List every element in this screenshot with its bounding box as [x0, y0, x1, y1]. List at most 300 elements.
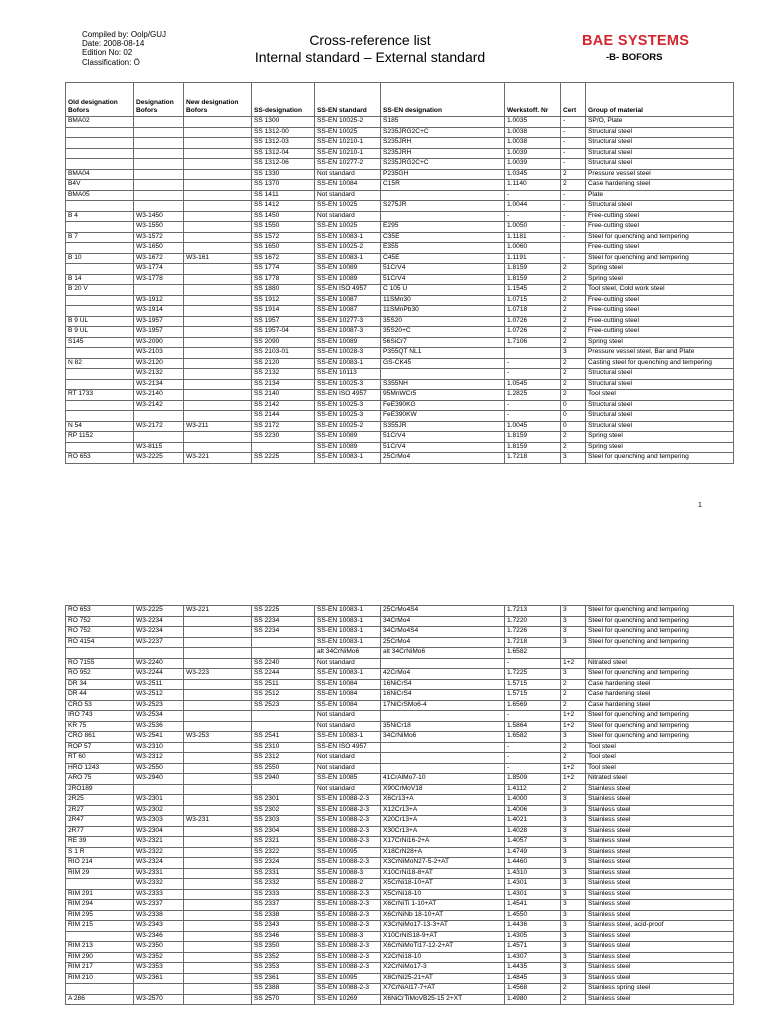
cell-designation: W3-2301	[134, 795, 184, 806]
cell-werkstoff-nr: 1.7218	[505, 637, 561, 648]
table-row	[66, 616, 734, 627]
cell-ss-en-designation: X3CrNiMo17-13-3+AT	[381, 921, 505, 932]
cell-designation	[134, 984, 184, 995]
cell-werkstoff-nr: 1.1191	[505, 253, 561, 264]
cell-group-of-material: Stainless steel	[586, 910, 734, 921]
cell-group-of-material: Stainless steel	[586, 868, 734, 879]
table-row	[66, 264, 734, 275]
header-werkstoff: Werkstoff. Nr	[505, 83, 561, 117]
table-row	[66, 690, 734, 701]
cell-old-designation: RT 60	[66, 753, 134, 764]
cell-ss-en-designation	[381, 763, 505, 774]
logo-bae-systems: BAE SYSTEMS	[582, 33, 690, 49]
table-row	[66, 159, 734, 170]
cell-werkstoff-nr: 1.8509	[505, 774, 561, 785]
table-row	[66, 180, 734, 191]
cell-designation: W3-2534	[134, 711, 184, 722]
cell-designation: W3-2302	[134, 805, 184, 816]
page-number: 1	[698, 502, 702, 509]
cell-cert: 0	[561, 411, 586, 422]
cell-ss-designation: SS 1914	[252, 306, 315, 317]
cell-ss-designation: SS 2332	[252, 879, 315, 890]
cell-new-designation	[184, 637, 252, 648]
cell-ss-designation: SS 2132	[252, 369, 315, 380]
cell-ss-en-standard: SS-EN 10083-1	[315, 606, 381, 617]
cell-cert: 3	[561, 826, 586, 837]
cell-new-designation	[184, 984, 252, 995]
cell-ss-designation: SS 2234	[252, 616, 315, 627]
cell-designation: W3-2234	[134, 616, 184, 627]
cell-new-designation	[184, 973, 252, 984]
cell-cert: -	[561, 190, 586, 201]
cell-old-designation: RIM 215	[66, 921, 134, 932]
cell-cert: -	[561, 232, 586, 243]
cell-ss-en-designation	[381, 711, 505, 722]
cell-new-designation	[184, 700, 252, 711]
cell-new-designation	[184, 190, 252, 201]
table-row	[66, 274, 734, 285]
cell-ss-en-standard: SS-EN ISO 4957	[315, 390, 381, 401]
cell-ss-en-standard: Not standard	[315, 169, 381, 180]
cell-ss-designation: SS 2388	[252, 984, 315, 995]
cell-ss-en-standard: SS-EN 10277-2	[315, 159, 381, 170]
cell-cert: -	[561, 138, 586, 149]
cell-designation: W3-1957	[134, 327, 184, 338]
cell-group-of-material: Tool steel	[586, 742, 734, 753]
cell-group-of-material: Structural steel	[586, 127, 734, 138]
cell-designation: W3-1550	[134, 222, 184, 233]
cell-old-designation: B 14	[66, 274, 134, 285]
cell-group-of-material: Structural steel	[586, 159, 734, 170]
cell-werkstoff-nr: 1.0545	[505, 379, 561, 390]
cell-werkstoff-nr: 1.4000	[505, 795, 561, 806]
cell-ss-designation: SS 2333	[252, 889, 315, 900]
cell-designation: W3-2333	[134, 889, 184, 900]
cell-group-of-material: Stainless steel	[586, 784, 734, 795]
cell-ss-en-designation: X17CrNi16-2+A	[381, 837, 505, 848]
cell-old-designation	[66, 931, 134, 942]
cell-ss-designation: SS 2353	[252, 963, 315, 974]
edition: Edition No: 02	[82, 48, 133, 58]
cell-werkstoff-nr: 1.4112	[505, 784, 561, 795]
cell-ss-en-standard: SS-EN 10025-2	[315, 117, 381, 128]
cell-werkstoff-nr: 1.4006	[505, 805, 561, 816]
cell-designation: W3-1778	[134, 274, 184, 285]
cell-group-of-material: Spring steel	[586, 274, 734, 285]
cell-ss-en-designation: X5CrNi18-10+AT	[381, 879, 505, 890]
cell-werkstoff-nr: 1.5715	[505, 690, 561, 701]
cell-cert: 1+2	[561, 711, 586, 722]
cell-werkstoff-nr: -	[505, 711, 561, 722]
cell-werkstoff-nr: 1.0044	[505, 201, 561, 212]
cell-group-of-material: Tool steel	[586, 753, 734, 764]
cell-cert: 2	[561, 679, 586, 690]
cell-ss-designation	[252, 637, 315, 648]
cell-designation: W3-1774	[134, 264, 184, 275]
cell-ss-en-designation: X8CrNi25-21+AT	[381, 973, 505, 984]
cell-group-of-material: Steel for quenching and tempering	[586, 721, 734, 732]
cell-old-designation: 2R47	[66, 816, 134, 827]
table-row	[66, 190, 734, 201]
cell-designation	[134, 285, 184, 296]
cell-ss-en-standard: SS-EN 10113	[315, 369, 381, 380]
cell-ss-en-designation: 34CrNiMo6	[381, 732, 505, 743]
cell-new-designation	[184, 679, 252, 690]
cell-cert: -	[561, 127, 586, 138]
cell-werkstoff-nr: 1.4435	[505, 963, 561, 974]
cell-ss-en-standard: SS-EN 10088-2-3	[315, 805, 381, 816]
cell-ss-designation: SS 1880	[252, 285, 315, 296]
cell-new-designation	[184, 826, 252, 837]
cell-ss-designation: SS 2234	[252, 627, 315, 638]
cell-old-designation	[66, 243, 134, 254]
cell-ss-en-standard: SS-EN 10088-2-3	[315, 942, 381, 953]
cell-group-of-material: Structural steel	[586, 400, 734, 411]
cell-designation: W3-2244	[134, 669, 184, 680]
cell-cert: 2	[561, 390, 586, 401]
cell-werkstoff-nr: 1.4310	[505, 868, 561, 879]
cell-ss-en-designation: 95MnWCr5	[381, 390, 505, 401]
cell-cert: 3	[561, 931, 586, 942]
cell-cert: -	[561, 159, 586, 170]
cell-ss-en-designation: 11SMn30	[381, 295, 505, 306]
cell-designation: W3-1672	[134, 253, 184, 264]
cell-ss-en-standard: SS-EN 10088-2-3	[315, 963, 381, 974]
cell-ss-en-designation: X6Cr13+A	[381, 795, 505, 806]
cell-designation: W3-8115	[134, 442, 184, 453]
cell-ss-designation: SS 2134	[252, 379, 315, 390]
cell-ss-designation: SS 2312	[252, 753, 315, 764]
cell-ss-designation: SS 1330	[252, 169, 315, 180]
cell-cert: 2	[561, 180, 586, 191]
table-row	[66, 910, 734, 921]
cell-werkstoff-nr: 1.4845	[505, 973, 561, 984]
cell-group-of-material: Steel for quenching and tempering	[586, 711, 734, 722]
cell-ss-en-standard: SS-EN 10095	[315, 847, 381, 858]
cell-new-designation	[184, 900, 252, 911]
table-row	[66, 369, 734, 380]
cell-ss-designation: SS 2541	[252, 732, 315, 743]
cell-group-of-material: Spring steel	[586, 442, 734, 453]
cell-ss-en-designation	[381, 369, 505, 380]
cell-ss-designation: SS 1312-03	[252, 138, 315, 149]
cell-old-designation: RIM 217	[66, 963, 134, 974]
cell-designation: W3-2310	[134, 742, 184, 753]
cell-werkstoff-nr: 1.8159	[505, 274, 561, 285]
cell-werkstoff-nr: -	[505, 211, 561, 222]
cell-new-designation	[184, 963, 252, 974]
cell-designation: W3-2103	[134, 348, 184, 359]
cell-designation	[134, 648, 184, 659]
cell-designation: W3-2512	[134, 690, 184, 701]
table-row	[66, 889, 734, 900]
table-row	[66, 222, 734, 233]
cell-old-designation: KR 75	[66, 721, 134, 732]
cell-ss-designation: SS 1957	[252, 316, 315, 327]
table-row	[66, 138, 734, 149]
cell-old-designation: RIM 291	[66, 889, 134, 900]
cell-designation: W3-2237	[134, 637, 184, 648]
cell-old-designation: CRO 861	[66, 732, 134, 743]
cell-cert: 3	[561, 889, 586, 900]
cell-werkstoff-nr: 1.0038	[505, 138, 561, 149]
cell-new-designation	[184, 742, 252, 753]
cell-ss-en-standard: SS-EN 10088-2-3	[315, 816, 381, 827]
cell-old-designation: DR 44	[66, 690, 134, 701]
table-row	[66, 337, 734, 348]
cell-old-designation: RO 752	[66, 627, 134, 638]
cell-cert: 1+2	[561, 774, 586, 785]
cell-werkstoff-nr: 1.4436	[505, 921, 561, 932]
table-row	[66, 879, 734, 890]
cell-ss-en-standard: SS-EN 10084	[315, 180, 381, 191]
table-row	[66, 763, 734, 774]
cell-new-designation	[184, 264, 252, 275]
cell-designation: W3-2321	[134, 837, 184, 848]
cell-cert: 2	[561, 690, 586, 701]
cell-ss-en-designation: 56SiCr7	[381, 337, 505, 348]
cell-designation	[134, 138, 184, 149]
cell-ss-en-designation: E355	[381, 243, 505, 254]
cell-ss-en-designation: 35S20+C	[381, 327, 505, 338]
cell-group-of-material: Free-cutting steel	[586, 243, 734, 254]
cell-ss-en-designation: S355NH	[381, 379, 505, 390]
cell-werkstoff-nr: 1.2825	[505, 390, 561, 401]
cell-cert: 3	[561, 952, 586, 963]
cell-ss-en-designation: S275JR	[381, 201, 505, 212]
cell-designation: W3-2361	[134, 973, 184, 984]
cell-old-designation: RO 4154	[66, 637, 134, 648]
cell-ss-en-standard: SS-EN 10084	[315, 700, 381, 711]
cell-ss-en-standard: SS-EN 10025-3	[315, 400, 381, 411]
cell-old-designation: HRO 1243	[66, 763, 134, 774]
cell-ss-designation: SS 2225	[252, 606, 315, 617]
table-row	[66, 711, 734, 722]
cell-cert: -	[561, 148, 586, 159]
cell-ss-designation: SS 2240	[252, 658, 315, 669]
cell-designation: W3-2240	[134, 658, 184, 669]
cell-group-of-material: Stainless spring steel	[586, 984, 734, 995]
table-row	[66, 442, 734, 453]
cell-ss-designation	[252, 721, 315, 732]
cell-group-of-material: Stainless steel	[586, 963, 734, 974]
cell-designation: W3-2337	[134, 900, 184, 911]
cell-group-of-material: SP/O, Plate	[586, 117, 734, 128]
cell-designation: W3-2511	[134, 679, 184, 690]
cell-designation: W3-1450	[134, 211, 184, 222]
cell-ss-designation: SS 2570	[252, 994, 315, 1005]
cell-cert: 3	[561, 732, 586, 743]
cell-ss-en-standard: Not standard	[315, 711, 381, 722]
cell-ss-designation: SS 2142	[252, 400, 315, 411]
cell-old-designation: RO 653	[66, 606, 134, 617]
cell-werkstoff-nr: 1.4307	[505, 952, 561, 963]
cell-ss-designation: SS 1450	[252, 211, 315, 222]
cell-werkstoff-nr: 1.0726	[505, 327, 561, 338]
cell-old-designation: RIM 290	[66, 952, 134, 963]
cell-ss-designation: SS 1411	[252, 190, 315, 201]
cell-cert: 0	[561, 400, 586, 411]
cell-old-designation: B 9 UL	[66, 327, 134, 338]
header-new-designation: New designation Bofors	[184, 83, 252, 117]
cell-ss-en-designation: X30Cr13+A	[381, 826, 505, 837]
cell-werkstoff-nr: -	[505, 742, 561, 753]
cell-new-designation	[184, 358, 252, 369]
cell-designation: W3-2090	[134, 337, 184, 348]
cell-ss-en-designation: 51CrV4	[381, 274, 505, 285]
cell-ss-en-standard: SS-EN 10083-1	[315, 358, 381, 369]
table-row	[66, 732, 734, 743]
cell-old-designation: BMA04	[66, 169, 134, 180]
cell-ss-en-designation: 35S20	[381, 316, 505, 327]
cell-cert: 2	[561, 784, 586, 795]
cell-ss-en-designation: 35NiCr18	[381, 721, 505, 732]
cell-old-designation: B 20 V	[66, 285, 134, 296]
cell-new-designation	[184, 711, 252, 722]
cell-ss-designation	[252, 711, 315, 722]
table-row	[66, 795, 734, 806]
cell-group-of-material: Stainless steel	[586, 952, 734, 963]
cell-ss-en-standard: SS-EN 10088-2-3	[315, 889, 381, 900]
cell-ss-en-designation: X6CrNiTi 1-10+AT	[381, 900, 505, 911]
cell-ss-en-standard: Not standard	[315, 658, 381, 669]
cell-werkstoff-nr: 1.4028	[505, 826, 561, 837]
cell-old-designation	[66, 306, 134, 317]
cell-ss-designation: SS 2321	[252, 837, 315, 848]
cell-werkstoff-nr: 1.7106	[505, 337, 561, 348]
cell-old-designation: 2R25	[66, 795, 134, 806]
table-row	[66, 390, 734, 401]
cell-ss-en-standard: SS-EN 10087	[315, 295, 381, 306]
cell-ss-en-standard: Not standard	[315, 753, 381, 764]
cell-werkstoff-nr: 1.0039	[505, 148, 561, 159]
cell-group-of-material: Spring steel	[586, 337, 734, 348]
cell-new-designation	[184, 942, 252, 953]
cell-werkstoff-nr: 1.7220	[505, 616, 561, 627]
cell-new-designation	[184, 138, 252, 149]
cell-ss-en-standard: SS-EN 10083-1	[315, 616, 381, 627]
cell-werkstoff-nr: 1.4021	[505, 816, 561, 827]
table-row	[66, 243, 734, 254]
cell-ss-en-standard: SS-EN 10088-2	[315, 879, 381, 890]
cell-ss-en-designation: X18CrN28+A	[381, 847, 505, 858]
cell-ss-designation: SS 2343	[252, 921, 315, 932]
cell-old-designation: CRO 53	[66, 700, 134, 711]
cell-ss-designation: SS 2230	[252, 432, 315, 443]
cell-ss-designation: SS 2172	[252, 421, 315, 432]
table-row	[66, 400, 734, 411]
cell-group-of-material: Stainless steel	[586, 816, 734, 827]
cell-cert: 1+2	[561, 763, 586, 774]
cell-cert: 3	[561, 910, 586, 921]
table-row	[66, 742, 734, 753]
cell-ss-en-designation: GS-CK45	[381, 358, 505, 369]
cell-new-designation	[184, 337, 252, 348]
cell-new-designation	[184, 690, 252, 701]
cell-werkstoff-nr: 1.4541	[505, 900, 561, 911]
cell-group-of-material: Stainless steel	[586, 879, 734, 890]
cell-group-of-material: Stainless steel	[586, 942, 734, 953]
cell-ss-designation: SS 1650	[252, 243, 315, 254]
cell-group-of-material: Case hardening steel	[586, 679, 734, 690]
table-row	[66, 306, 734, 317]
cell-ss-designation: SS 1312-06	[252, 159, 315, 170]
cell-ss-designation: SS 2512	[252, 690, 315, 701]
cell-cert: 2	[561, 753, 586, 764]
table-row	[66, 805, 734, 816]
cell-ss-en-standard: SS-EN 10088-2-3	[315, 921, 381, 932]
cell-old-designation	[66, 400, 134, 411]
table-row	[66, 148, 734, 159]
cell-ss-designation: SS 2352	[252, 952, 315, 963]
cell-ss-en-designation: C45E	[381, 253, 505, 264]
table-row	[66, 942, 734, 953]
cell-ss-designation: SS 1412	[252, 201, 315, 212]
cell-werkstoff-nr: 1.7226	[505, 627, 561, 638]
cell-old-designation: 2RO189	[66, 784, 134, 795]
cell-designation: W3-2346	[134, 931, 184, 942]
cell-group-of-material: Casting steel for quenching and tempering	[586, 358, 734, 369]
cell-designation: W3-1572	[134, 232, 184, 243]
cell-new-designation	[184, 348, 252, 359]
table-row	[66, 868, 734, 879]
cell-ss-en-standard: SS-EN ISO 4957	[315, 742, 381, 753]
table-row	[66, 606, 734, 617]
cell-ss-designation: SS 2120	[252, 358, 315, 369]
cell-old-designation: N 82	[66, 358, 134, 369]
cell-old-designation: 2R27	[66, 805, 134, 816]
cell-group-of-material: Free-cutting steel	[586, 211, 734, 222]
cell-new-designation	[184, 285, 252, 296]
cell-group-of-material: Spring steel	[586, 432, 734, 443]
cell-ss-en-standard: SS-EN 10088-3	[315, 931, 381, 942]
cell-new-designation	[184, 232, 252, 243]
cell-werkstoff-nr: 1.4301	[505, 879, 561, 890]
table-row	[66, 327, 734, 338]
cell-group-of-material: Structural steel	[586, 411, 734, 422]
cell-old-designation: RIM 29	[66, 868, 134, 879]
cell-ss-en-designation: S235JRG2C+C	[381, 127, 505, 138]
cell-ss-en-designation: 34CrMo4S4	[381, 627, 505, 638]
cell-ss-en-standard: SS-EN 10083-1	[315, 627, 381, 638]
cell-cert: 2	[561, 984, 586, 995]
cell-cert: -	[561, 211, 586, 222]
cell-old-designation: BMA02	[66, 117, 134, 128]
cell-ss-en-designation: P355QT NL1	[381, 348, 505, 359]
cell-new-designation	[184, 117, 252, 128]
cell-designation: W3-2225	[134, 606, 184, 617]
table-row	[66, 952, 734, 963]
cell-group-of-material: Stainless steel	[586, 994, 734, 1005]
cell-ss-designation	[252, 442, 315, 453]
cell-cert: 2	[561, 742, 586, 753]
cell-cert: 3	[561, 963, 586, 974]
cell-designation	[134, 432, 184, 443]
cell-ss-en-standard: SS-EN 10088-2-3	[315, 837, 381, 848]
table-row	[66, 826, 734, 837]
cell-ss-designation	[252, 648, 315, 659]
cell-cert: 3	[561, 795, 586, 806]
cell-ss-en-designation: X5CrNi18-10	[381, 889, 505, 900]
cell-ss-designation: SS 1572	[252, 232, 315, 243]
cell-group-of-material: Structural steel	[586, 379, 734, 390]
cell-ss-designation: SS 1672	[252, 253, 315, 264]
cell-old-designation: RIM 210	[66, 973, 134, 984]
cell-ss-en-designation: 51CrV4	[381, 432, 505, 443]
cell-group-of-material: Free-cutting steel	[586, 306, 734, 317]
cell-ss-designation: SS 2090	[252, 337, 315, 348]
cell-new-designation	[184, 222, 252, 233]
